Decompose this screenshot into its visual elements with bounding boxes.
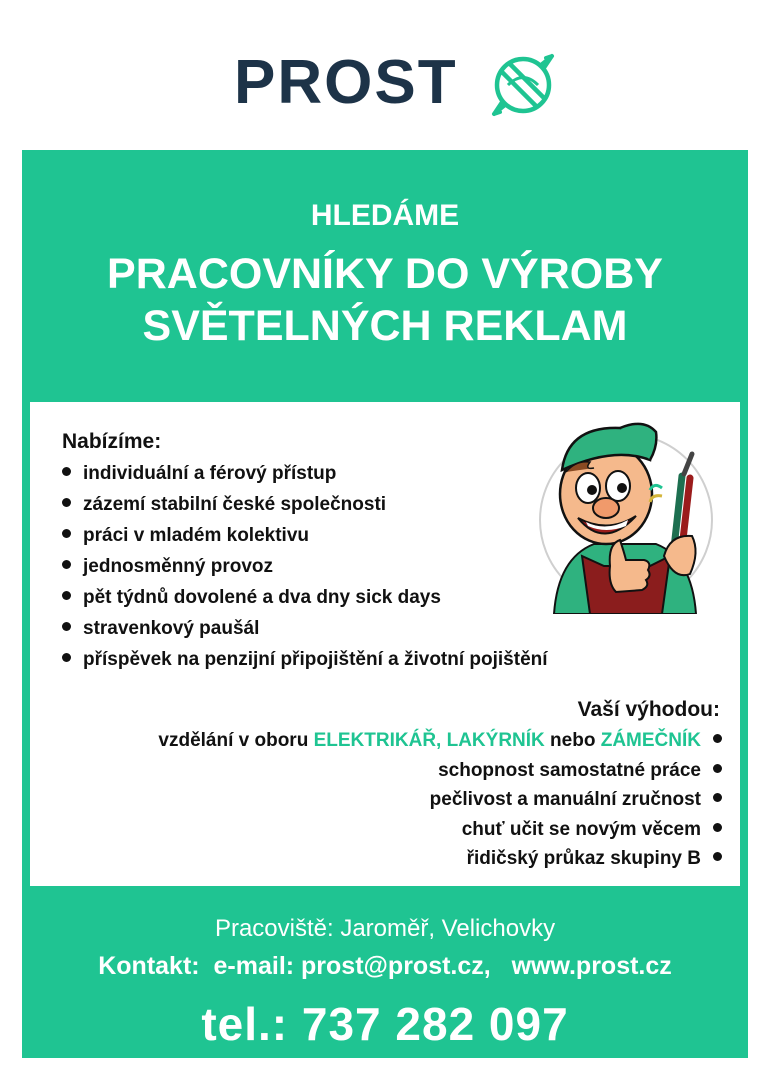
advantages-list — [158, 726, 722, 874]
website-link[interactable]: www.prost.cz — [511, 952, 672, 980]
offer-item: práci v mladém kolektivu — [62, 520, 548, 551]
bullet-icon — [713, 764, 722, 773]
advantages-section — [158, 696, 722, 874]
bullet-icon — [62, 560, 71, 569]
email-link[interactable]: e-mail: prost@prost.cz, — [213, 952, 491, 980]
bullet-icon — [713, 852, 722, 861]
bullet-icon — [62, 622, 71, 631]
advantage-item-education: vzdělání v oboru ELEKTRIKÁŘ, LAKÝRNÍK nebo ZÁMEČNÍK — [158, 726, 722, 756]
phone-number[interactable]: tel.: 737 282 097 — [201, 998, 569, 1050]
offer-item: jednosměnný provoz — [62, 551, 548, 582]
bullet-icon — [713, 793, 722, 802]
workplace-location: Pracoviště: Jaroměř, Velichovky — [214, 915, 556, 942]
hero-kicker: HLEDÁME — [310, 199, 460, 232]
brand-logo — [0, 44, 770, 124]
bullet-icon — [62, 467, 71, 476]
offer-item: příspěvek na penzijní připojištění a životní pojištění — [62, 644, 548, 675]
trade-highlight: ZÁMEČNÍK — [600, 730, 701, 751]
hero-heading — [22, 196, 748, 352]
job-poster — [22, 150, 748, 1058]
offer-item: zázemí stabilní české společnosti — [62, 489, 548, 520]
hero-title-line-2: SVĚTELNÝCH REKLAM — [142, 302, 628, 350]
details-panel — [30, 402, 740, 886]
offers-section — [62, 428, 548, 675]
advantage-item: pečlivost a manuální zručnost — [158, 785, 722, 815]
offer-item: stravenkový paušál — [62, 613, 548, 644]
bullet-icon — [713, 823, 722, 832]
globe-arrows-icon — [488, 50, 558, 120]
electrician-mascot-illustration — [524, 416, 720, 614]
hero-title — [22, 248, 748, 352]
offers-list — [62, 458, 548, 675]
bullet-icon — [62, 591, 71, 600]
contact-label: Kontakt: — [98, 952, 200, 980]
bullet-icon — [62, 653, 71, 662]
hero-title-line-1: PRACOVNÍKY DO VÝROBY — [107, 250, 663, 298]
trade-highlight: ELEKTRIKÁŘ, LAKÝRNÍK — [313, 730, 545, 751]
offers-heading: Nabízíme: — [62, 430, 162, 453]
bullet-icon — [713, 734, 722, 743]
bullet-icon — [62, 529, 71, 538]
advantage-item: schopnost samostatné práce — [158, 756, 722, 786]
contact-footer — [22, 912, 748, 1054]
logo-text: PROST — [234, 48, 458, 117]
advantage-item: chuť učit se novým věcem — [158, 815, 722, 845]
bullet-icon — [62, 498, 71, 507]
advantage-item: řidičský průkaz skupiny B — [158, 844, 722, 874]
advantages-heading: Vaší výhodou: — [577, 698, 720, 721]
contact-line — [22, 948, 748, 984]
offer-item: individuální a férový přístup — [62, 458, 548, 489]
offer-item: pět týdnů dovolené a dva dny sick days — [62, 582, 548, 613]
